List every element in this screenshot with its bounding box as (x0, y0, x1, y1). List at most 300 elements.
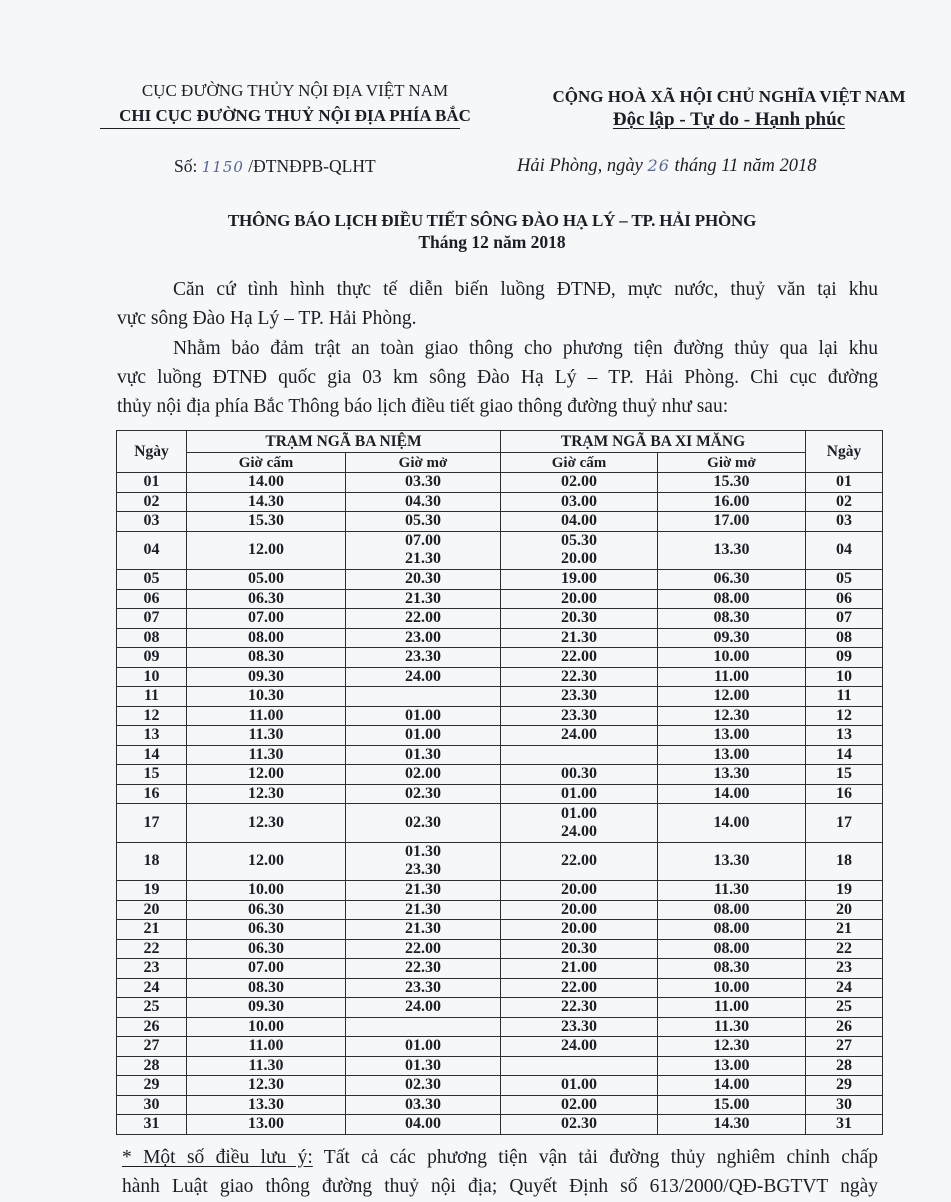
day-cell-left: 10 (117, 667, 187, 687)
time-value: 10.00 (248, 881, 284, 899)
niem-closed-cell (187, 512, 346, 532)
schedule-row (117, 1017, 883, 1037)
time-value: 15.30 (713, 473, 750, 491)
day-cell-left: 01 (117, 473, 187, 493)
niem-closed-cell (187, 570, 346, 590)
day-cell-right: 22 (806, 939, 883, 959)
day-cell-right: 27 (806, 1037, 883, 1057)
time-value: 11.00 (713, 998, 750, 1016)
ximang-open-cell (658, 531, 806, 570)
day-cell-left: 27 (117, 1037, 187, 1057)
schedule-row (117, 726, 883, 746)
niem-closed-cell (187, 745, 346, 765)
niem-open-cell (346, 900, 501, 920)
motto-text: Độc lập - Tự do - Hạnh phúc (612, 109, 846, 130)
day-cell-left: 29 (117, 1076, 187, 1096)
time-value: 08.00 (248, 628, 284, 646)
time-value: 10.00 (713, 978, 750, 996)
time-value: 13.30 (248, 1095, 284, 1113)
schedule-row (117, 998, 883, 1018)
ximang-closed-cell (501, 842, 658, 881)
time-value: 08.30 (713, 609, 750, 627)
time-value: 20.30 (561, 609, 598, 627)
header-day-left: Ngày (117, 431, 187, 473)
header-station-niem: TRẠM NGÃ BA NIỆM (187, 431, 501, 453)
header-ximang-closed: Giờ cấm (501, 453, 658, 473)
ximang-closed-cell (501, 978, 658, 998)
day-cell-left: 12 (117, 706, 187, 726)
niem-open-cell (346, 648, 501, 668)
ximang-open-cell (658, 1017, 806, 1037)
niem-open-cell (346, 687, 501, 707)
niem-open-cell (346, 570, 501, 590)
time-value: 12.00 (713, 687, 750, 705)
time-value: 23.30 (561, 1017, 598, 1035)
ximang-closed-cell (501, 765, 658, 785)
niem-closed-cell (187, 1115, 346, 1135)
ximang-closed-cell (501, 939, 658, 959)
time-value: 03.00 (561, 492, 598, 510)
time-value: 14.00 (713, 784, 750, 802)
day-cell-right: 13 (806, 726, 883, 746)
day-cell-left: 26 (117, 1017, 187, 1037)
niem-open-cell (346, 609, 501, 629)
time-value: 15.00 (713, 1095, 750, 1113)
day-cell-right: 14 (806, 745, 883, 765)
time-value: 13.30 (713, 765, 750, 783)
ximang-closed-cell (501, 706, 658, 726)
document-title: THÔNG BÁO LỊCH ĐIỀU TIẾT SÔNG ĐÀO HẠ LÝ – TP. HẢI PHÒNG (227, 211, 757, 230)
day-cell-left: 24 (117, 978, 187, 998)
ximang-closed-cell (501, 570, 658, 590)
time-value: 12.00 (248, 765, 284, 783)
ximang-closed-cell (501, 667, 658, 687)
schedule-row (117, 667, 883, 687)
day-cell-left: 15 (117, 765, 187, 785)
ximang-closed-cell (501, 628, 658, 648)
time-value: 24.00 (405, 667, 441, 685)
agency-name: CHI CỤC ĐƯỜNG THUỶ NỘI ĐỊA PHÍA BẮC (119, 106, 471, 125)
time-value: 21.30 (405, 550, 441, 568)
time-value: 03.30 (405, 473, 441, 491)
day-cell-left: 13 (117, 726, 187, 746)
notes (122, 1143, 878, 1202)
ximang-open-cell (658, 667, 806, 687)
time-value: 02.30 (405, 813, 441, 831)
day-cell-right: 18 (806, 842, 883, 881)
niem-closed-cell (187, 609, 346, 629)
day-cell-right: 04 (806, 531, 883, 570)
notes-label: * Một số điều lưu ý: (122, 1147, 313, 1168)
notes-line-2: hành Luật giao thông đường thuỷ nội địa; Quyết Định số 613/2000/QĐ-BGTVT ngày (122, 1176, 878, 1198)
day-cell-left: 31 (117, 1115, 187, 1135)
niem-open-cell (346, 726, 501, 746)
niem-open-cell (346, 1017, 501, 1037)
day-cell-left: 22 (117, 939, 187, 959)
ximang-closed-cell (501, 531, 658, 570)
niem-open-cell (346, 1095, 501, 1115)
ximang-open-cell (658, 1095, 806, 1115)
day-cell-left: 09 (117, 648, 187, 668)
time-value: 14.00 (713, 813, 750, 831)
ximang-closed-cell (501, 1076, 658, 1096)
ximang-closed-cell (501, 648, 658, 668)
niem-closed-cell (187, 784, 346, 804)
time-value: 02.30 (561, 1115, 598, 1133)
date-day-handwritten: 26 (647, 156, 670, 175)
niem-closed-cell (187, 667, 346, 687)
time-value: 10.00 (713, 648, 750, 666)
ximang-closed-cell (501, 473, 658, 493)
time-value: 06.30 (713, 570, 750, 588)
ximang-open-cell (658, 920, 806, 940)
time-value: 23.30 (561, 706, 598, 724)
niem-open-cell (346, 531, 501, 570)
time-value: 10.30 (248, 687, 284, 705)
table-subheader-row (117, 453, 883, 473)
ximang-open-cell (658, 687, 806, 707)
time-value: 14.30 (713, 1115, 750, 1133)
document-body (117, 275, 878, 421)
niem-closed-cell (187, 706, 346, 726)
time-value: 11.30 (713, 1017, 750, 1035)
schedule-row (117, 1076, 883, 1096)
time-value: 11.30 (248, 1056, 284, 1074)
schedule-row (117, 570, 883, 590)
time-value: 20.00 (561, 900, 598, 918)
ximang-open-cell (658, 842, 806, 881)
time-value: 21.30 (405, 589, 441, 607)
time-value: 14.00 (713, 1076, 750, 1094)
time-value: 23.30 (405, 861, 441, 879)
day-cell-left: 02 (117, 492, 187, 512)
day-cell-right: 21 (806, 920, 883, 940)
ximang-open-cell (658, 512, 806, 532)
document-number-prefix: Số: (174, 156, 198, 176)
time-value: 06.30 (248, 589, 284, 607)
niem-closed-cell (187, 1056, 346, 1076)
ximang-closed-cell (501, 881, 658, 901)
ximang-closed-cell (501, 609, 658, 629)
ximang-open-cell (658, 784, 806, 804)
day-cell-right: 31 (806, 1115, 883, 1135)
time-value: 08.00 (713, 589, 750, 607)
schedule-row (117, 648, 883, 668)
time-value: 14.00 (248, 473, 284, 491)
time-value: 08.30 (713, 959, 750, 977)
ximang-closed-cell (501, 920, 658, 940)
schedule-row (117, 1037, 883, 1057)
day-cell-right: 19 (806, 881, 883, 901)
ximang-closed-cell (501, 1056, 658, 1076)
time-value: 08.00 (713, 900, 750, 918)
niem-closed-cell (187, 998, 346, 1018)
ximang-closed-cell (501, 998, 658, 1018)
time-value: 01.00 (561, 1076, 598, 1094)
time-value: 02.30 (405, 1076, 441, 1094)
niem-open-cell (346, 1115, 501, 1135)
ximang-open-cell (658, 998, 806, 1018)
schedule-row (117, 784, 883, 804)
niem-closed-cell (187, 1076, 346, 1096)
time-value: 09.30 (713, 628, 750, 646)
time-value: 05.00 (248, 570, 284, 588)
niem-closed-cell (187, 726, 346, 746)
schedule-row (117, 706, 883, 726)
niem-closed-cell (187, 920, 346, 940)
ximang-open-cell (658, 570, 806, 590)
time-value: 20.30 (405, 570, 441, 588)
document-number (174, 155, 376, 178)
time-value: 21.00 (561, 959, 598, 977)
time-value: 12.30 (248, 1076, 284, 1094)
niem-open-cell (346, 920, 501, 940)
schedule-row (117, 939, 883, 959)
time-value: 06.30 (248, 920, 284, 938)
document-number-handwritten: 1150 (201, 158, 244, 176)
niem-closed-cell (187, 1037, 346, 1057)
niem-open-cell (346, 978, 501, 998)
time-value: 09.30 (248, 667, 284, 685)
niem-closed-cell (187, 628, 346, 648)
ximang-closed-cell (501, 1037, 658, 1057)
time-value: 02.00 (405, 765, 441, 783)
time-value: 04.30 (405, 492, 441, 510)
agency-underline (100, 128, 460, 129)
schedule-row (117, 745, 883, 765)
niem-open-cell (346, 765, 501, 785)
time-value: 00.30 (561, 765, 598, 783)
day-cell-right: 23 (806, 959, 883, 979)
time-value: 21.30 (405, 920, 441, 938)
time-value: 01.00 (561, 804, 598, 822)
ximang-open-cell (658, 1056, 806, 1076)
ximang-open-cell (658, 609, 806, 629)
day-cell-right: 05 (806, 570, 883, 590)
body-paragraph-2-line-1: Nhằm bảo đảm trật an toàn giao thông cho phương tiện đường thủy qua lại khu (173, 337, 878, 359)
day-cell-right: 24 (806, 978, 883, 998)
niem-closed-cell (187, 473, 346, 493)
ximang-open-cell (658, 1076, 806, 1096)
ximang-open-cell (658, 804, 806, 843)
day-cell-left: 16 (117, 784, 187, 804)
day-cell-right: 03 (806, 512, 883, 532)
header-niem-closed: Giờ cấm (187, 453, 346, 473)
schedule-row (117, 804, 883, 843)
niem-open-cell (346, 881, 501, 901)
time-value: 22.00 (561, 648, 598, 666)
niem-closed-cell (187, 804, 346, 843)
time-value: 13.00 (713, 1056, 750, 1074)
day-cell-left: 21 (117, 920, 187, 940)
time-value: 13.00 (713, 745, 750, 763)
niem-closed-cell (187, 765, 346, 785)
day-cell-left: 28 (117, 1056, 187, 1076)
day-cell-right: 30 (806, 1095, 883, 1115)
niem-open-cell (346, 959, 501, 979)
day-cell-right: 15 (806, 765, 883, 785)
header-niem-open: Giờ mở (346, 453, 501, 473)
niem-open-cell (346, 706, 501, 726)
time-value: 13.30 (713, 852, 750, 870)
niem-open-cell (346, 628, 501, 648)
schedule-row (117, 959, 883, 979)
day-cell-right: 09 (806, 648, 883, 668)
day-cell-left: 05 (117, 570, 187, 590)
ximang-closed-cell (501, 784, 658, 804)
niem-closed-cell (187, 1017, 346, 1037)
schedule-row (117, 492, 883, 512)
time-value: 01.30 (405, 843, 441, 861)
niem-closed-cell (187, 881, 346, 901)
ximang-open-cell (658, 473, 806, 493)
time-value: 23.30 (405, 978, 441, 996)
header-ximang-open: Giờ mở (658, 453, 806, 473)
day-cell-left: 23 (117, 959, 187, 979)
day-cell-right: 11 (806, 687, 883, 707)
time-value: 20.00 (561, 881, 598, 899)
schedule-row (117, 512, 883, 532)
day-cell-right: 20 (806, 900, 883, 920)
day-cell-left: 30 (117, 1095, 187, 1115)
ximang-open-cell (658, 589, 806, 609)
niem-open-cell (346, 492, 501, 512)
niem-open-cell (346, 589, 501, 609)
time-value: 02.00 (561, 1095, 598, 1113)
niem-open-cell (346, 745, 501, 765)
time-value: 14.30 (248, 492, 284, 510)
time-value: 01.00 (405, 1037, 441, 1055)
schedule-row (117, 900, 883, 920)
place-date-prefix: Hải Phòng, ngày (517, 156, 643, 176)
time-value: 02.00 (561, 473, 598, 491)
time-value: 12.30 (248, 784, 284, 802)
niem-closed-cell (187, 900, 346, 920)
ximang-closed-cell (501, 687, 658, 707)
day-cell-left: 06 (117, 589, 187, 609)
time-value: 23.00 (405, 628, 441, 646)
niem-open-cell (346, 804, 501, 843)
ximang-closed-cell (501, 512, 658, 532)
time-value: 01.30 (405, 745, 441, 763)
niem-open-cell (346, 784, 501, 804)
ximang-open-cell (658, 628, 806, 648)
ximang-closed-cell (501, 589, 658, 609)
time-value: 24.00 (561, 1037, 598, 1055)
ximang-open-cell (658, 745, 806, 765)
time-value: 13.30 (713, 541, 750, 559)
ximang-open-cell (658, 492, 806, 512)
niem-closed-cell (187, 492, 346, 512)
time-value: 20.00 (561, 920, 598, 938)
time-value: 24.00 (561, 726, 598, 744)
schedule-row (117, 609, 883, 629)
time-value: 02.30 (405, 784, 441, 802)
time-value: 12.00 (248, 852, 284, 870)
time-value: 08.30 (248, 648, 284, 666)
day-cell-right: 29 (806, 1076, 883, 1096)
niem-open-cell (346, 512, 501, 532)
niem-closed-cell (187, 842, 346, 881)
time-value: 22.00 (561, 852, 598, 870)
time-value: 22.00 (561, 978, 598, 996)
day-cell-right: 01 (806, 473, 883, 493)
time-value: 24.00 (561, 822, 598, 840)
time-value: 08.30 (248, 978, 284, 996)
place-date (517, 154, 817, 178)
national-motto (520, 108, 938, 132)
document-number-suffix: /ĐTNĐPB-QLHT (248, 156, 376, 176)
time-value: 12.30 (248, 813, 284, 831)
schedule-row (117, 881, 883, 901)
day-cell-left: 04 (117, 531, 187, 570)
notes-line-1 (122, 1143, 878, 1172)
niem-open-cell (346, 998, 501, 1018)
ximang-open-cell (658, 959, 806, 979)
parent-agency-name: CỤC ĐƯỜNG THỦY NỘI ĐỊA VIỆT NAM (141, 81, 449, 100)
time-value: 20.00 (561, 550, 598, 568)
ximang-open-cell (658, 900, 806, 920)
notes-line-1-text: Tất cả các phương tiện vận tải đường thủy nghiêm chỉnh chấp (323, 1147, 879, 1168)
niem-open-cell (346, 667, 501, 687)
ximang-open-cell (658, 939, 806, 959)
time-value: 01.00 (405, 726, 441, 744)
day-cell-right: 12 (806, 706, 883, 726)
time-value: 24.00 (405, 998, 441, 1016)
time-value: 12.30 (713, 706, 750, 724)
day-cell-right: 06 (806, 589, 883, 609)
day-cell-right: 10 (806, 667, 883, 687)
ximang-closed-cell (501, 1115, 658, 1135)
niem-closed-cell (187, 959, 346, 979)
schedule-row (117, 920, 883, 940)
day-cell-left: 14 (117, 745, 187, 765)
time-value: 11.30 (248, 745, 284, 763)
time-value: 11.00 (248, 1037, 284, 1055)
time-value: 20.00 (561, 589, 598, 607)
day-cell-left: 25 (117, 998, 187, 1018)
niem-closed-cell (187, 589, 346, 609)
schedule-row (117, 628, 883, 648)
time-value: 23.30 (561, 687, 598, 705)
niem-open-cell (346, 1056, 501, 1076)
time-value: 01.00 (405, 706, 441, 724)
body-paragraph-1-line-2: vực sông Đào Hạ Lý – TP. Hải Phòng. (117, 308, 417, 330)
time-value: 21.30 (561, 628, 598, 646)
body-paragraph-2-line-2: vực luồng ĐTNĐ quốc gia 03 km sông Đào Hạ Lý – TP. Hải Phòng. Chi cục đường (117, 366, 878, 388)
day-cell-right: 17 (806, 804, 883, 843)
time-value: 12.30 (713, 1037, 750, 1055)
time-value: 22.00 (405, 609, 441, 627)
time-value: 19.00 (561, 570, 598, 588)
time-value: 08.00 (713, 920, 750, 938)
niem-closed-cell (187, 1095, 346, 1115)
day-cell-right: 28 (806, 1056, 883, 1076)
time-value: 15.30 (248, 512, 284, 530)
time-value: 11.30 (713, 881, 750, 899)
time-value: 04.00 (405, 1115, 441, 1133)
ximang-closed-cell (501, 959, 658, 979)
schedule-row (117, 687, 883, 707)
day-cell-left: 19 (117, 881, 187, 901)
time-value: 06.30 (248, 900, 284, 918)
schedule-row (117, 473, 883, 493)
time-value: 04.00 (561, 512, 598, 530)
ximang-closed-cell (501, 1095, 658, 1115)
time-value: 13.00 (248, 1115, 284, 1133)
time-value: 22.30 (405, 959, 441, 977)
time-value: 20.30 (561, 939, 598, 957)
